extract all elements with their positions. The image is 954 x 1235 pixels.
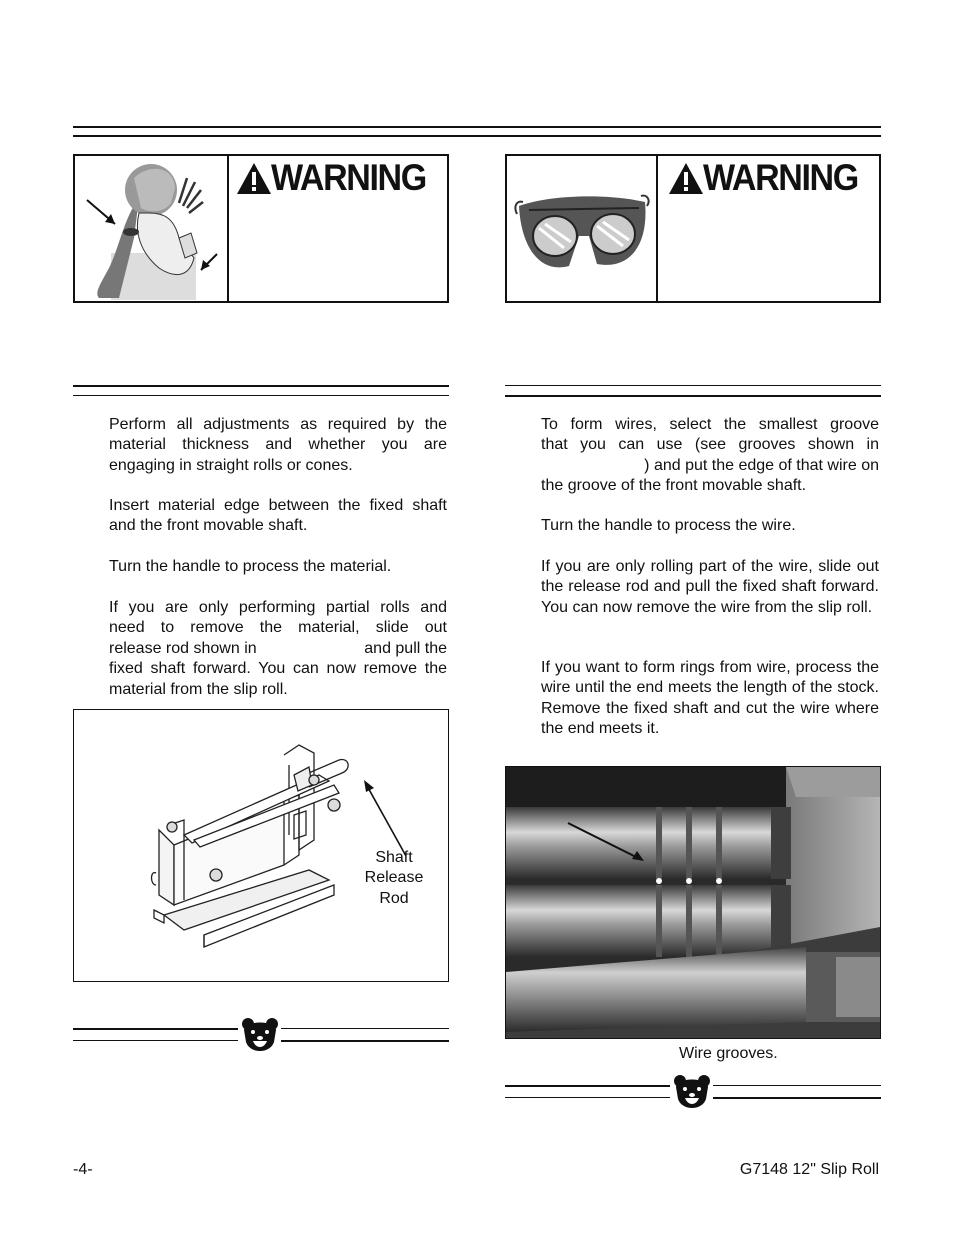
left-section-rule-bottom	[73, 395, 449, 396]
photo-caption: Wire grooves.	[679, 1045, 778, 1062]
right-step-1-line4: the groove of the front movable shaft.	[541, 477, 807, 495]
bear-logo-icon	[672, 1073, 712, 1113]
left-end-rule-c	[281, 1028, 449, 1029]
header-rule-top	[73, 126, 881, 128]
page-number: -4-	[73, 1161, 93, 1178]
warning-box-hair	[73, 154, 449, 303]
left-end-rule-b	[73, 1040, 238, 1041]
left-step-4	[109, 598, 447, 700]
left-step-4-line3b: and pull the	[364, 639, 447, 657]
shaft-release-rod-label	[356, 848, 432, 909]
long-hair-illustration	[79, 158, 225, 300]
slip-roll-line-drawing	[144, 735, 364, 960]
warning-box-eyewear	[505, 154, 881, 303]
left-step-4-line1: If you are only performing partial rolls and	[109, 599, 447, 616]
wire-grooves-photo	[505, 766, 881, 1039]
left-step-1: Perform all adjustments as required by the material thickness and whether you are engaging in straight rolls or cones.	[109, 416, 447, 474]
right-step-4: If you want to form rings from wire, process the wire until the end meets the length of the stock. Remove the fixed shaft and cut the wire where the end meets it.	[541, 659, 879, 738]
product-name: G7148 12" Slip Roll	[739, 1161, 879, 1178]
right-end-rule-c	[713, 1085, 881, 1086]
right-section-rule-top	[505, 385, 881, 386]
warning-triangle-icon	[668, 162, 704, 195]
left-end-rule-d	[281, 1040, 449, 1042]
right-end-rule-a	[505, 1085, 670, 1087]
left-step-2: Insert material edge between the fixed shaft and the front movable shaft.	[109, 497, 447, 535]
label-line-rod: Rod	[379, 889, 409, 907]
header-rule-bottom	[73, 135, 881, 137]
left-step-3: Turn the handle to process the material.	[109, 558, 392, 575]
left-step-4-line5: material from the slip roll.	[109, 680, 288, 698]
right-step-1-line3: ) and put the edge of that wire on	[644, 456, 879, 474]
warning-label: WARNING	[703, 157, 858, 198]
right-step-1	[541, 415, 879, 497]
safety-glasses-illustration	[509, 176, 655, 286]
label-line-shaft: Shaft	[375, 849, 413, 866]
roller-grooves-photo	[506, 767, 880, 1038]
left-step-4-line3a: release rod shown in	[109, 639, 257, 657]
right-step-1-line1: To form wires, select the smallest groove	[541, 416, 879, 433]
right-end-rule-b	[505, 1097, 670, 1098]
label-line-release: Release	[364, 869, 424, 887]
left-step-4-line2: need to remove the material, slide out	[109, 619, 447, 637]
right-end-rule-d	[713, 1097, 881, 1099]
warning-triangle-icon	[236, 162, 272, 195]
left-step-4-line4: fixed shaft forward. You can now remove the	[109, 660, 447, 678]
slip-roll-figure	[73, 709, 449, 982]
left-end-rule-a	[73, 1028, 238, 1030]
right-section-rule-bottom	[505, 395, 881, 397]
right-step-3: If you are only rolling part of the wire, slide out the release rod and pull the fixed shaft forward. You can now remove the wire from the slip roll.	[541, 558, 879, 616]
right-step-1-line2: that you can use (see grooves shown in	[541, 436, 879, 454]
right-step-2: Turn the handle to process the wire.	[541, 517, 796, 534]
left-section-rule-top	[73, 385, 449, 387]
warning-label: WARNING	[271, 157, 426, 198]
bear-logo-icon	[240, 1016, 280, 1056]
